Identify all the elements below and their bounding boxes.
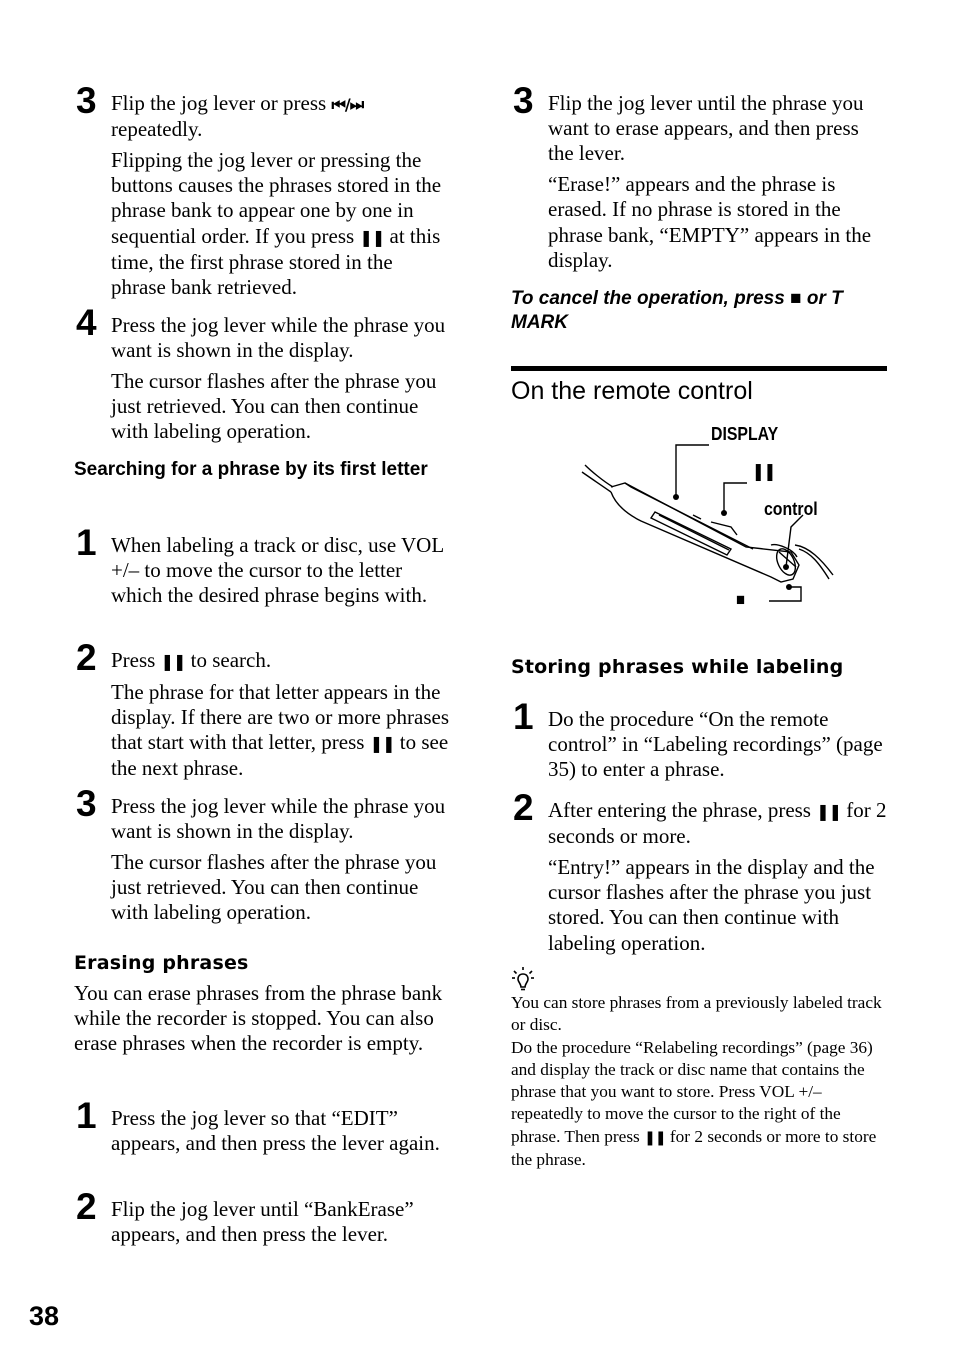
pause-icon: ❚❚: [359, 227, 385, 247]
section-title: On the remote control: [511, 377, 753, 405]
pause-icon: ❚❚: [160, 652, 186, 671]
tip-line: Do the procedure “Relabeling recordings” (page 36) and display the track or disc name that contains the phrase that you want to store. Press VOL +/– repeatedly to move the cursor to the right of the phrase. Then press ❚❚ for 2 seconds or more to store the phrase.: [511, 1037, 877, 1170]
step-number: 1: [513, 696, 534, 737]
erasing-intro: You can erase phrases from the phrase bank while the recorder is stopped. You can also erase phrases when the recorder is empty.: [74, 981, 443, 1056]
step-instruction: Press the jog lever so that “EDIT” appears, and then press the lever again.: [111, 1106, 440, 1156]
tip-line: You can store phrases from a previously labeled track or disc.: [511, 993, 882, 1035]
prev-next-icon: ⏮/⏭: [331, 95, 364, 114]
step-explanation: The phrase for that letter appears in the display. If there are two or more phrases that start with that letter, press ❚❚ to see the next phrase.: [111, 679, 450, 781]
step-instruction: When labeling a track or disc, use VOL +/– to move the cursor to the letter which the desired phrase begins with.: [111, 533, 444, 608]
step-explanation: The cursor flashes after the phrase you just retrieved. You can then continue with labeling operation.: [111, 849, 437, 925]
step-instruction: Press the jog lever while the phrase you want is shown in the display.: [111, 794, 446, 844]
step-instruction: Press ❚❚ to search.: [111, 648, 272, 672]
tip-text: [511, 992, 889, 1171]
step-instruction: Flip the jog lever until “BankErase” appears, and then press the lever.: [111, 1197, 414, 1247]
step-number: 2: [513, 787, 534, 828]
step-explanation: “Entry!” appears in the display and the cursor flashes after the phrase you just stored. You can then continue with labeling operation.: [548, 854, 875, 955]
erasing-heading: Erasing phrases: [74, 952, 249, 974]
stop-icon: ■: [790, 288, 802, 309]
display-label: DISPLAY: [711, 424, 779, 444]
storing-heading: Storing phrases while labeling: [511, 656, 844, 678]
search-step-2: [74, 637, 452, 782]
store-step-2: [511, 787, 889, 956]
step-number: 1: [76, 522, 97, 563]
step-instruction: Press the jog lever while the phrase you want is shown in the display.: [111, 313, 446, 363]
step-number: 3: [76, 783, 97, 824]
remote-control-diagram: [581, 417, 901, 617]
step-number: 2: [76, 637, 97, 678]
stop-icon: ■: [736, 590, 746, 609]
erase-step-2: [74, 1186, 452, 1247]
pause-icon: ❚❚: [644, 1129, 666, 1146]
remote-control-illustration: [581, 417, 901, 617]
step-instruction: Flip the jog lever until the phrase you want to erase appears, and then press the lever.: [548, 91, 864, 166]
step-number: 4: [76, 302, 97, 343]
cancel-note: To cancel the operation, press ■ or T MARK: [511, 288, 843, 333]
control-label: control: [764, 499, 818, 519]
section-divider: [511, 366, 887, 371]
step-3-retrieve: [74, 80, 452, 300]
step-instruction: After entering the phrase, press ❚❚ for 2 seconds or more.: [548, 798, 887, 849]
step-instruction: Do the procedure “On the remote control” in “Labeling recordings” (page 35) to enter a phrase.: [548, 707, 883, 782]
pause-icon: ❚❚: [752, 462, 776, 481]
searching-heading: Searching for a phrase by its first letter: [74, 459, 428, 480]
step-number: 1: [76, 1095, 97, 1136]
search-step-1: [74, 522, 452, 609]
erase-step-3: [511, 80, 889, 273]
step-instruction: Flip the jog lever or press ⏮/⏭ repeatedly.: [111, 91, 364, 142]
step-number: 2: [76, 1186, 97, 1227]
step-explanation: The cursor flashes after the phrase you just retrieved. You can then continue with labeling operation.: [111, 368, 437, 444]
page-number: 38: [29, 1301, 60, 1331]
erase-step-1: [74, 1095, 452, 1156]
step-4-retrieve: [74, 302, 452, 445]
step-explanation: Flipping the jog lever or pressing the buttons causes the phrases stored in the phrase bank to appear one by one in sequential order. If you press ❚❚ at this time, the first phrase stored in the phrase bank retrieved.: [111, 147, 442, 299]
pause-icon: ❚❚: [369, 734, 395, 754]
step-number: 3: [76, 80, 97, 121]
store-step-1: [511, 696, 889, 783]
search-step-3: [74, 783, 452, 926]
step-number: 3: [513, 80, 534, 121]
step-explanation: “Erase!” appears and the phrase is erased. If no phrase is stored in the phrase bank, “EMPTY” appears in the display.: [548, 172, 872, 272]
pause-icon: ❚❚: [816, 802, 842, 821]
